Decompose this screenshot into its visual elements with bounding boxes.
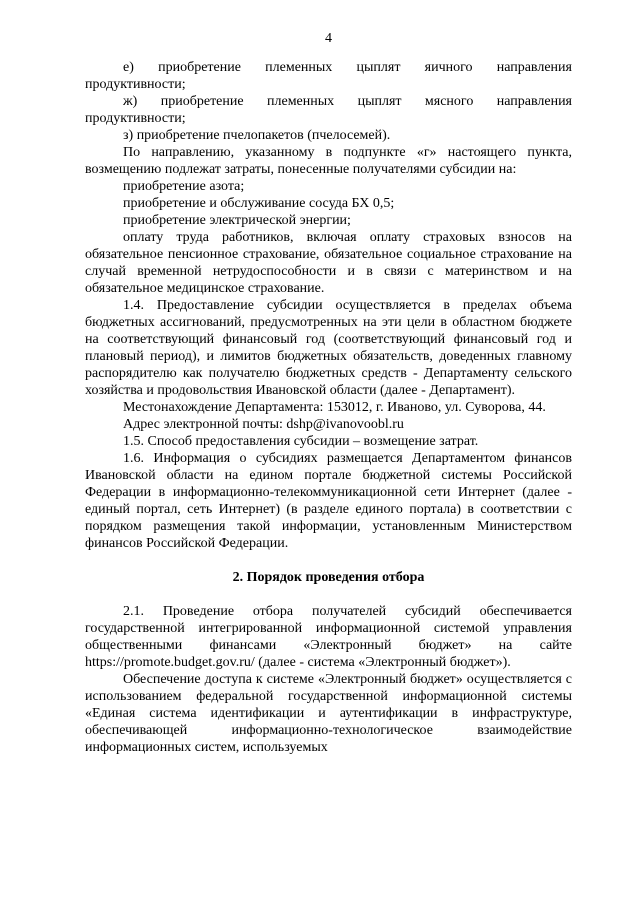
paragraph: 1.5. Способ предоставления субсидии – возмещение затрат.: [123, 434, 479, 449]
paragraph: 2.1. Проведение отбора получателей субсидий обеспечивается государственной интегрированной информационной системой управления общественными финансами «Электронный бюджет» на сайте https://promote.budget.gov.ru/ (далее - система «Электронный бюджет»).: [85, 604, 572, 670]
paragraph: з) приобретение пчелопакетов (пчелосемей).: [123, 128, 391, 143]
document-body: [85, 59, 572, 756]
paragraph: оплату труда работников, включая оплату страховых взносов на обязательное пенсионное страхование, обязательное социальное страхование на случай временной нетрудоспособности и в связи с материнством и на обязательное медицинское страхование.: [85, 230, 572, 296]
paragraph: 1.4. Предоставление субсидии осуществляется в пределах объема бюджетных ассигнований, предусмотренных на эти цели в областном бюджете на соответствующий финансовый год (соответствующий финансовый год и плановый период), и лимитов бюджетных обязательств, доведенных главному распорядителю как получателю бюджетных средств - Департаменту сельского хозяйства и продовольствия Ивановской области (далее - Департамент).: [85, 298, 572, 398]
paragraph: 1.6. Информация о субсидиях размещается Департаментом финансов Ивановской области на едином портале бюджетной системы Российской Федерации в информационно-телекоммуникационной сети Интернет (далее - единый портал, сеть Интернет) (в разделе единого портала) в соответствии с порядком размещения такой информации, установленным Министерством финансов Российской Федерации.: [85, 451, 572, 551]
paragraph: е) приобретение племенных цыплят яичного направления продуктивности;: [85, 60, 572, 92]
section-heading: 2. Порядок проведения отбора: [232, 570, 425, 585]
paragraph: Обеспечение доступа к системе «Электронный бюджет» осуществляется с использованием федеральной государственной информационной системы «Единая система идентификации и аутентификации в инфраструктуре, обеспечивающей информационно-технологическое взаимодействие информационных систем, используемых: [85, 672, 572, 755]
paragraph: Адрес электронной почты: dshp@ivanovoobl.ru: [123, 417, 404, 432]
paragraph: приобретение электрической энергии;: [123, 213, 351, 228]
paragraph: Местонахождение Департамента: 153012, г. Иваново, ул. Суворова, 44.: [123, 400, 546, 415]
paragraph: приобретение азота;: [123, 179, 245, 194]
paragraph: По направлению, указанному в подпункте «г» настоящего пункта, возмещению подлежат затраты, понесенные получателями субсидии на:: [85, 145, 572, 177]
page-number: 4: [325, 31, 332, 46]
paragraph: ж) приобретение племенных цыплят мясного направления продуктивности;: [85, 94, 572, 126]
paragraph: приобретение и обслуживание сосуда БХ 0,5;: [123, 196, 395, 211]
